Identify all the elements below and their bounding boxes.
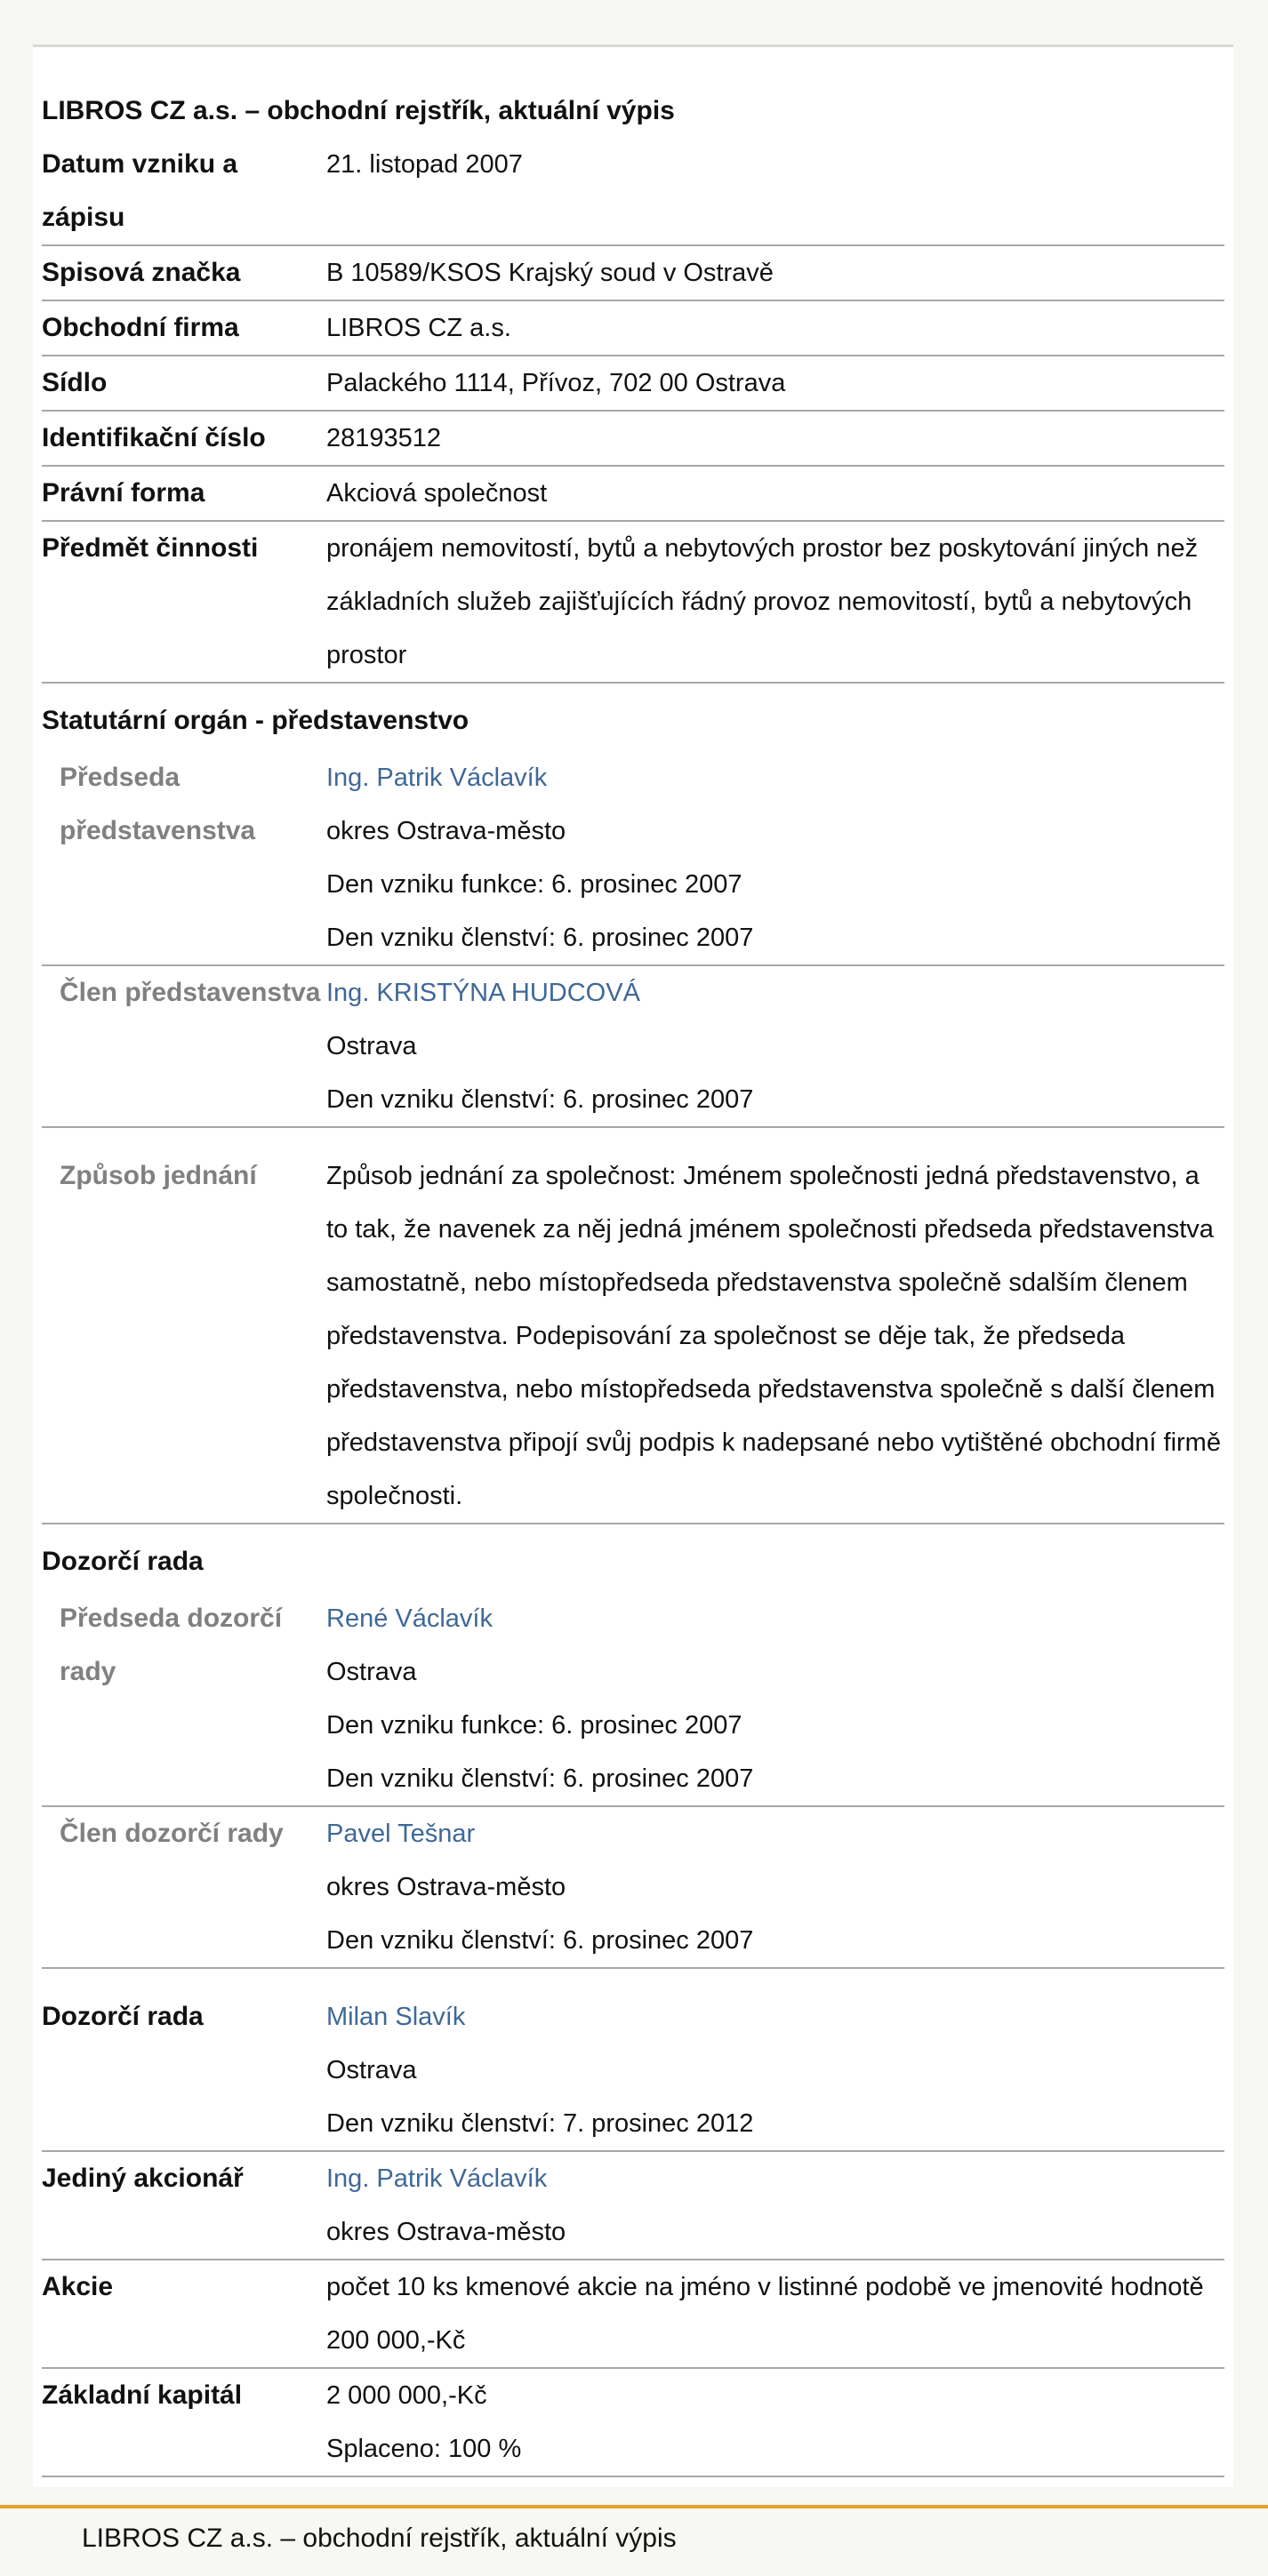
person-location: okres Ostrava-město bbox=[326, 2218, 566, 2246]
row-predmet-cinnosti bbox=[42, 522, 1224, 684]
row-datum-vzniku bbox=[42, 138, 1224, 246]
row-dozorci-rada-clen bbox=[42, 1969, 1224, 2152]
row-label: Jediný akcionář bbox=[42, 2164, 244, 2193]
row-akcie bbox=[42, 2260, 1224, 2369]
membership-date: Den vzniku členství: 7. prosinec 2012 bbox=[326, 2109, 754, 2138]
row-value: Akciová společnost bbox=[326, 479, 548, 508]
row-label: Sídlo bbox=[42, 368, 108, 397]
capital-amount: 2 000 000,-Kč bbox=[326, 2381, 487, 2410]
person-link[interactable]: Ing. KRISTÝNA HUDCOVÁ bbox=[326, 979, 640, 1007]
row-label: Datum vzniku a zápisu bbox=[42, 149, 238, 232]
row-predseda-dozorci-rady bbox=[42, 1592, 1224, 1807]
row-value bbox=[326, 1592, 1224, 1805]
row-label: Člen představenstva bbox=[60, 978, 321, 1007]
row-jediny-akcionar bbox=[42, 2152, 1224, 2260]
membership-date: Den vzniku členství: 6. prosinec 2007 bbox=[326, 1926, 754, 1955]
row-zakladni-kapital bbox=[42, 2369, 1224, 2477]
row-value: 21. listopad 2007 bbox=[326, 150, 523, 179]
row-predseda-predstavenstva bbox=[42, 751, 1224, 966]
person-link[interactable]: Ing. Patrik Václavík bbox=[326, 764, 548, 792]
row-zpusob-jednani bbox=[42, 1128, 1224, 1524]
row-obchodni-firma bbox=[42, 301, 1224, 356]
person-link[interactable]: Pavel Tešnar bbox=[326, 1820, 476, 1848]
row-sidlo bbox=[42, 356, 1224, 412]
row-label: Člen dozorčí rady bbox=[60, 1819, 284, 1848]
section-heading-statutarni-organ: Statutární orgán - představenstvo bbox=[42, 706, 469, 735]
row-spisova-znacka bbox=[42, 246, 1224, 301]
row-value bbox=[326, 2152, 1224, 2259]
row-label: Právní forma bbox=[42, 478, 205, 508]
person-link[interactable]: Milan Slavík bbox=[326, 2003, 466, 2031]
row-label: Způsob jednání bbox=[60, 1161, 257, 1190]
row-value: pronájem nemovitostí, bytů a nebytových prostor bez poskytování jiných než základních služeb zajišťujících řádný provoz nemovitostí, bytů a nebytových prostor bbox=[326, 534, 1199, 669]
row-value bbox=[326, 1807, 1224, 1967]
row-value bbox=[326, 966, 1224, 1126]
membership-date: Den vzniku členství: 6. prosinec 2007 bbox=[326, 1764, 754, 1793]
person-location: Ostrava bbox=[326, 1658, 417, 1686]
row-value: LIBROS CZ a.s. bbox=[326, 314, 511, 342]
row-value: 28193512 bbox=[326, 424, 442, 452]
person-link[interactable]: Ing. Patrik Václavík bbox=[326, 2164, 548, 2193]
footer-title: LIBROS CZ a.s. – obchodní rejstřík, aktuální výpis bbox=[82, 2524, 677, 2553]
capital-paid: Splaceno: 100 % bbox=[326, 2435, 522, 2463]
function-date: Den vzniku funkce: 6. prosinec 2007 bbox=[326, 1711, 742, 1740]
person-location: Ostrava bbox=[326, 2056, 417, 2084]
row-pravni-forma bbox=[42, 467, 1224, 522]
row-value bbox=[326, 1969, 1224, 2150]
person-location: okres Ostrava-město bbox=[326, 1873, 566, 1901]
page-title: LIBROS CZ a.s. – obchodní rejstřík, aktuální výpis bbox=[42, 96, 675, 125]
row-label: Akcie bbox=[42, 2272, 114, 2301]
row-identifikacni-cislo bbox=[42, 412, 1224, 467]
person-location: okres Ostrava-město bbox=[326, 817, 566, 845]
row-label: Základní kapitál bbox=[42, 2380, 243, 2410]
row-label: Spisová značka bbox=[42, 258, 241, 287]
row-label: Předmět činnosti bbox=[42, 533, 259, 563]
row-clen-dozorci-rady bbox=[42, 1807, 1224, 1969]
row-label: Dozorčí rada bbox=[42, 2002, 204, 2031]
function-date: Den vzniku funkce: 6. prosinec 2007 bbox=[326, 870, 742, 899]
page-footer bbox=[0, 2505, 1268, 2576]
register-extract-card bbox=[33, 44, 1233, 2487]
row-value: B 10589/KSOS Krajský soud v Ostravě bbox=[326, 259, 774, 287]
membership-date: Den vzniku členství: 6. prosinec 2007 bbox=[326, 924, 754, 952]
row-value: počet 10 ks kmenové akcie na jméno v listinné podobě ve jmenovité hodnotě 200 000,-Kč bbox=[326, 2273, 1204, 2355]
row-value: Palackého 1114, Přívoz, 702 00 Ostrava bbox=[326, 369, 786, 397]
row-label: Obchodní firma bbox=[42, 313, 239, 342]
person-link[interactable]: René Václavík bbox=[326, 1604, 493, 1633]
row-label: Identifikační číslo bbox=[42, 423, 266, 452]
person-location: Ostrava bbox=[326, 1032, 417, 1060]
row-clen-predstavenstva bbox=[42, 966, 1224, 1128]
row-label: Předseda představenstva bbox=[60, 763, 256, 845]
membership-date: Den vzniku členství: 6. prosinec 2007 bbox=[326, 1085, 754, 1114]
row-value bbox=[326, 751, 1224, 964]
section-heading-dozorci-rada: Dozorčí rada bbox=[42, 1547, 204, 1576]
row-label: Předseda dozorčí rady bbox=[60, 1604, 283, 1686]
row-value: Způsob jednání za společnost: Jménem společnosti jedná představenstvo, a to tak, že navenek za něj jedná jménem společnosti předseda představenstva samostatně, nebo místopředseda představenstva společně sdalším členem představenstva. Podepisování za společnost se děje tak, že předseda představenstva, nebo místopředseda představenstva společně s další členem představenstva připojí svůj podpis k nadepsané nebo vytištěné obchodní firmě společnosti. bbox=[326, 1162, 1221, 1510]
row-value bbox=[326, 2369, 1224, 2476]
